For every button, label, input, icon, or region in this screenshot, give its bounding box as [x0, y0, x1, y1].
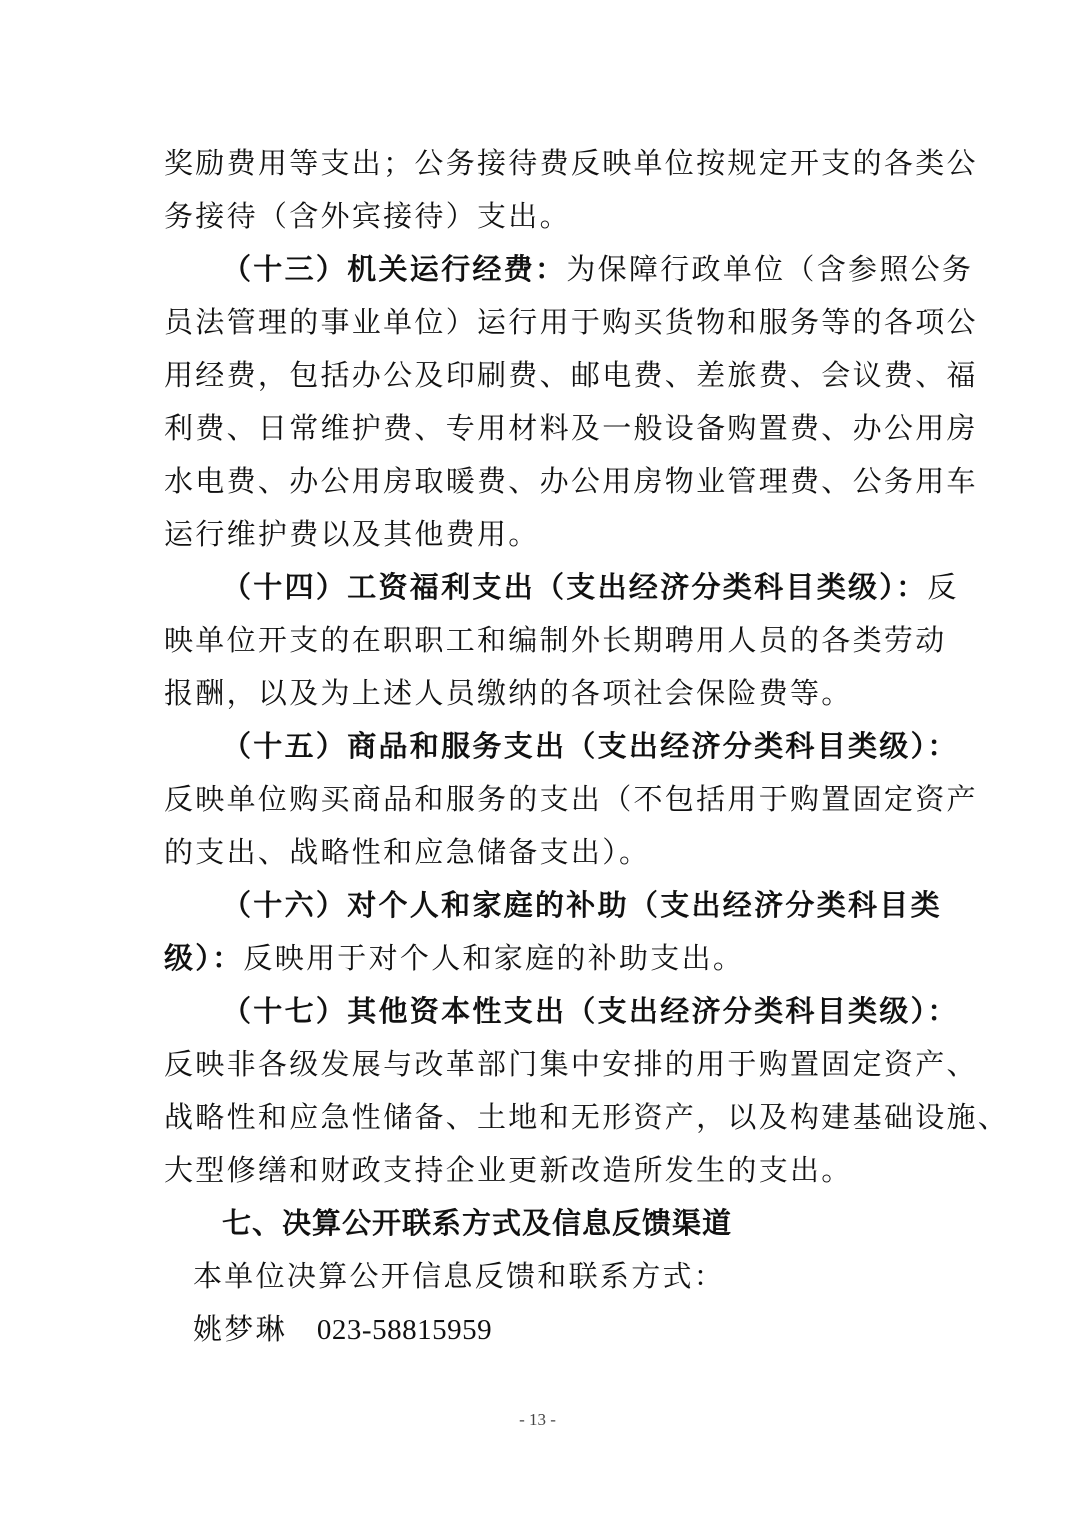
- paragraph-line: 反映单位购买商品和服务的支出（不包括用于购置固定资产: [164, 782, 978, 816]
- page-number: - 13 -: [519, 1410, 556, 1429]
- item-title-13: （十三）机关运行经费：: [222, 252, 567, 286]
- paragraph-line: 运行维护费以及其他费用。: [164, 517, 540, 551]
- item-title-16: （十六）对个人和家庭的补助（支出经济分类科目类: [222, 888, 942, 922]
- contact-phone: 023-58815959: [316, 1314, 493, 1346]
- paragraph-line: 水电费、办公用房取暖费、办公用房物业管理费、公务用车: [164, 464, 978, 498]
- paragraph-line: [222, 249, 973, 289]
- contact-intro: 本单位决算公开信息反馈和联系方式：: [193, 1259, 726, 1293]
- item-title-17: （十七）其他资本性支出（支出经济分类科目类级）：: [222, 994, 959, 1028]
- paragraph-line: 务接待（含外宾接待）支出。: [164, 199, 571, 233]
- item-text: 反映用于对个人和家庭的补助支出。: [243, 941, 745, 975]
- paragraph-line: 报酬，以及为上述人员缴纳的各项社会保险费等。: [164, 676, 853, 710]
- item-title-16-cont: 级）：: [164, 941, 244, 975]
- contact-line: [193, 1309, 492, 1350]
- section-heading: 七、决算公开联系方式及信息反馈渠道: [222, 1206, 733, 1240]
- contact-name: 姚梦琳: [193, 1312, 287, 1346]
- paragraph-line: 用经费，包括办公及印刷费、邮电费、差旅费、会议费、福: [164, 358, 978, 392]
- item-title-15: （十五）商品和服务支出（支出经济分类科目类级）：: [222, 729, 959, 763]
- paragraph-line: 战略性和应急性储备、土地和无形资产，以及构建基础设施、: [164, 1100, 1010, 1134]
- paragraph-line: 利费、日常维护费、专用材料及一般设备购置费、办公用房: [164, 411, 978, 445]
- item-text: 为保障行政单位（含参照公务: [566, 252, 974, 286]
- paragraph-line: 反映非各级发展与改革部门集中安排的用于购置固定资产、: [164, 1047, 978, 1081]
- paragraph-line: 映单位开支的在职职工和编制外长期聘用人员的各类劳动: [164, 623, 947, 657]
- paragraph-line: 奖励费用等支出；公务接待费反映单位按规定开支的各类公: [164, 146, 978, 180]
- paragraph-line: [164, 938, 744, 978]
- paragraph-line: 的支出、战略性和应急储备支出）。: [164, 835, 651, 869]
- paragraph-line: 员法管理的事业单位）运行用于购买货物和服务等的各项公: [164, 305, 978, 339]
- paragraph-line: 大型修缮和财政支持企业更新改造所发生的支出。: [164, 1153, 853, 1187]
- item-text: 反: [927, 570, 959, 604]
- paragraph-line: [222, 567, 959, 607]
- item-title-14: （十四）工资福利支出（支出经济分类科目类级）：: [222, 570, 928, 604]
